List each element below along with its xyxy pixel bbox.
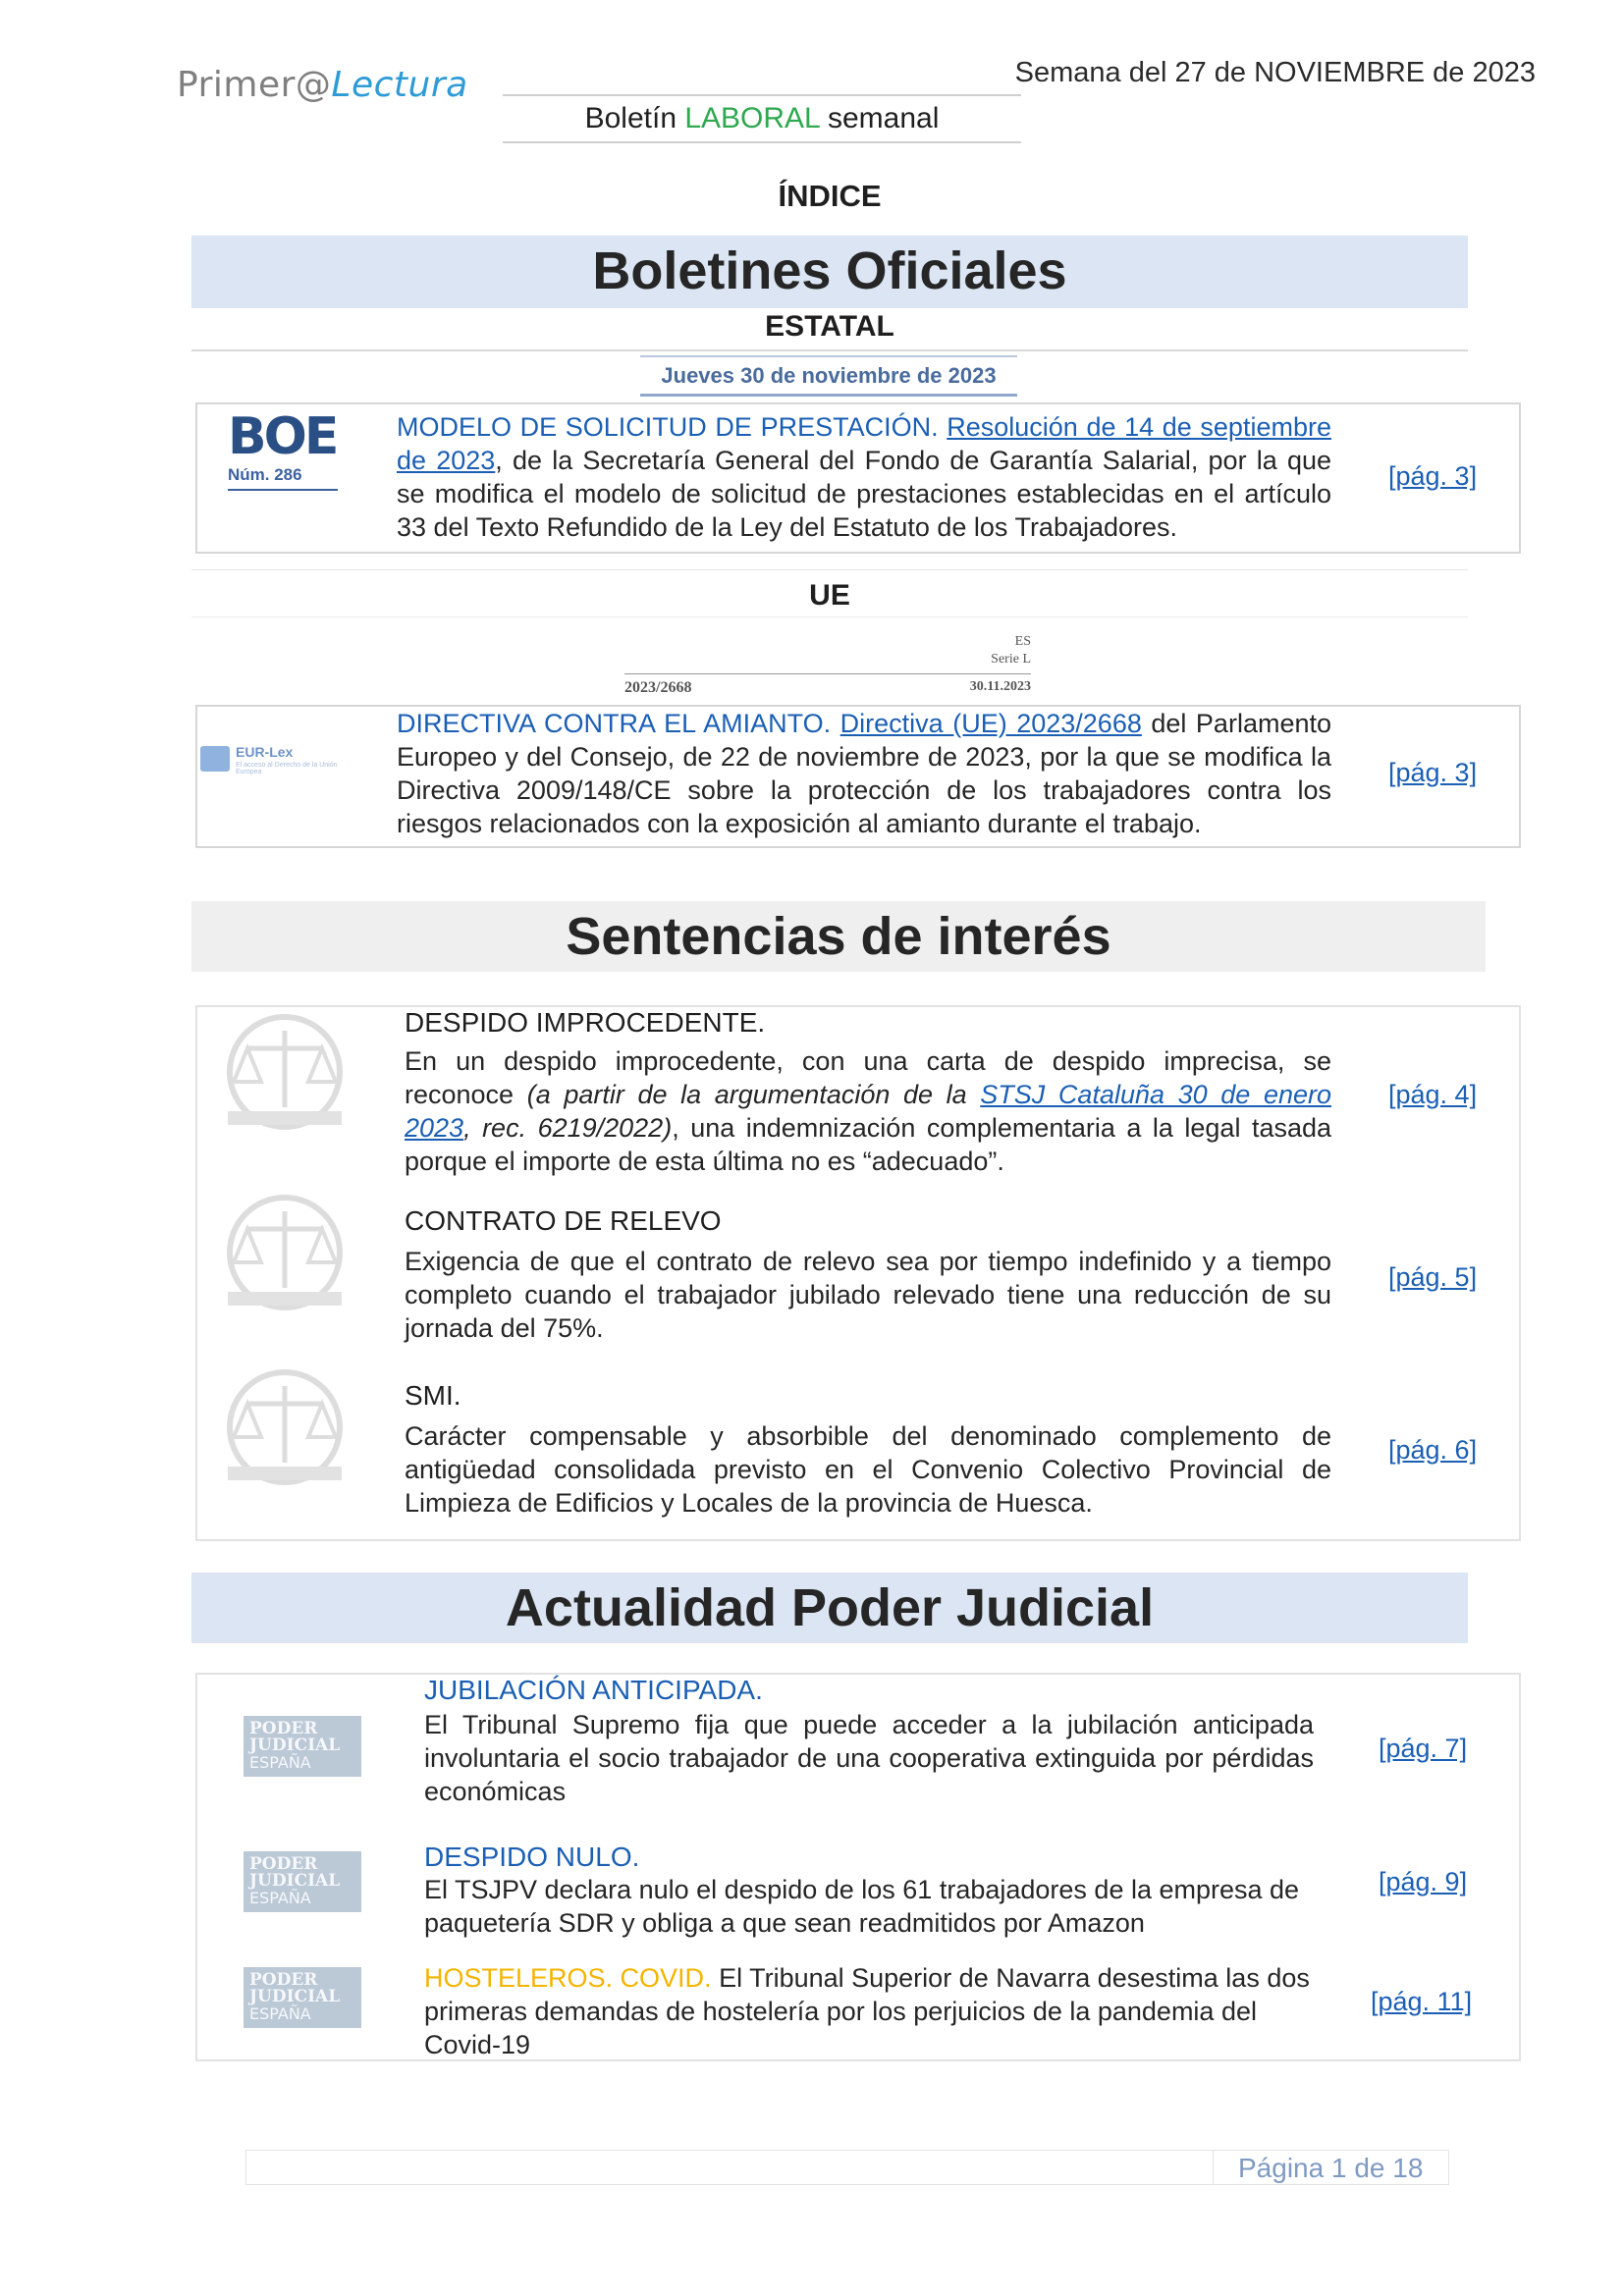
- bulletin-title-pre: Boletín: [584, 102, 685, 134]
- bulletin-title-accent: LABORAL: [684, 102, 820, 134]
- news-body: El Tribunal Superior de Navarra desestima las dos primeras demandas de hostelería por los perjuicios de la pandemia del Covid-19: [424, 1963, 1310, 2059]
- sentencia-text-b: , una indemnización complementaria a la legal tasada porque el importe de esta última no es “adecuado”.: [405, 1113, 1332, 1176]
- section-boletines-title: Boletines Oficiales: [191, 236, 1468, 308]
- boe-entry-heading: MODELO DE SOLICITUD DE PRESTACIÓN.: [397, 412, 939, 442]
- eurlex-subtitle: El acceso al Derecho de la Unión Europea: [236, 762, 338, 775]
- page-number: Página 1 de 18: [1238, 2153, 1424, 2183]
- eurlex-title: EUR-Lex: [236, 744, 294, 760]
- pj-line2: JUDICIAL: [249, 1987, 341, 2006]
- pj-line2: JUDICIAL: [249, 1735, 341, 1755]
- sentencia-italic-b: , rec. 6219/2022): [463, 1113, 673, 1143]
- boe-logo: [228, 407, 338, 491]
- scales-of-justice-icon: [218, 1368, 352, 1494]
- pj-line2: JUDICIAL: [249, 1871, 341, 1891]
- sentencia-italic-a: (a partir de la argumentación de la: [526, 1080, 981, 1109]
- brand-logo: [177, 65, 468, 105]
- boe-entry-link[interactable]: Resolución de 14 de septiembre de 2023: [397, 412, 1331, 475]
- sentencia-page-link[interactable]: [1388, 1435, 1477, 1466]
- oj-ref: 2023/2668: [624, 679, 692, 696]
- oj-date: 30.11.2023: [969, 679, 1031, 694]
- divider: [191, 569, 1468, 570]
- sentencia-heading: CONTRATO DE RELEVO: [405, 1205, 722, 1236]
- sentencia-text: Carácter compensable y absorbible del denominado complemento de antigüedad consolidada previsto en el Convenio Colectivo Provincial de Limpieza de Edificios y Locales de la provincia de Huesca.: [405, 1421, 1331, 1518]
- bulletin-title-post: semanal: [819, 102, 940, 134]
- boe-logo-mark: BOE: [228, 407, 337, 466]
- sentencia-page-link[interactable]: [1388, 1262, 1477, 1293]
- eu-entry-heading: DIRECTIVA CONTRA EL AMIANTO.: [397, 709, 832, 738]
- footer-separator: [1213, 2151, 1214, 2184]
- sentencia-link[interactable]: STSJ Cataluña 30 de enero 2023: [405, 1080, 1331, 1143]
- oj-line: [624, 673, 1031, 674]
- boe-entry-body: , de la Secretaría General del Fondo de Garantía Salarial, por la que se modifica el modelo de solicitud de prestaciones establecidas en el artículo 33 del Texto Refundido de la Ley del Estatuto de los Trabajadores.: [397, 446, 1331, 542]
- pj-line1: PODER: [249, 1719, 318, 1738]
- boe-entry-text: [397, 410, 1331, 544]
- sentencia-page[interactable]: [pág. 5]: [1388, 1262, 1478, 1292]
- eu-entry-page-link[interactable]: [1388, 758, 1477, 788]
- boe-entry-page-link[interactable]: [1388, 461, 1477, 492]
- footer: [245, 2150, 1449, 2185]
- ue-label: UE: [809, 579, 850, 612]
- oj-header: [624, 634, 1031, 699]
- eu-entry-page[interactable]: [pág. 3]: [1388, 758, 1478, 787]
- sentencia-page[interactable]: [pág. 6]: [1388, 1435, 1478, 1465]
- eurlex-logo: [200, 742, 350, 777]
- eu-flag-icon: [200, 746, 230, 772]
- boe-entry-page[interactable]: [pág. 3]: [1388, 461, 1478, 491]
- divider: [191, 349, 1468, 351]
- pj-line1: PODER: [249, 1854, 318, 1874]
- news-heading: JUBILACIÓN ANTICIPADA.: [424, 1675, 763, 1705]
- section-actualidad-title: Actualidad Poder Judicial: [191, 1573, 1468, 1643]
- scales-of-justice-icon: [218, 1194, 352, 1319]
- news-heading: DESPIDO NULO.: [424, 1842, 640, 1872]
- news-page[interactable]: [pág. 11]: [1371, 1987, 1473, 2016]
- news-page[interactable]: [pág. 9]: [1379, 1867, 1468, 1896]
- pj-line3: ESPAÑA: [249, 1753, 311, 1772]
- poder-judicial-logo: [244, 1716, 361, 1777]
- news-text: El Tribunal Supremo fija que puede acceder a la jubilación anticipada involuntaria el socio trabajador de una cooperativa extinguida por pérdidas económicas: [424, 1710, 1314, 1806]
- scales-of-justice-icon: [218, 1013, 352, 1139]
- estatal-label: ESTATAL: [765, 310, 894, 343]
- news-page-link[interactable]: [1379, 1734, 1467, 1764]
- pj-line3: ESPAÑA: [249, 2004, 311, 2023]
- news-page-link[interactable]: [1371, 1987, 1472, 2017]
- boe-number: Núm. 286: [228, 465, 338, 491]
- news-page[interactable]: [pág. 7]: [1379, 1734, 1468, 1763]
- index-title: ÍNDICE: [778, 179, 882, 213]
- week-label: Semana del 27 de NOVIEMBRE de 2023: [1014, 57, 1536, 88]
- eu-entry-text: [397, 707, 1331, 840]
- brand-logo-suffix: Lectura: [331, 65, 468, 105]
- brand-logo-prefix: Primer@: [177, 65, 332, 105]
- eu-entry-body: del Parlamento Europeo y del Consejo, de 22 de noviembre de 2023, por la que se modifica la Directiva 2009/148/CE sobre la protección de los trabajadores contra los riesgos relacionados con la exposición al amianto durante el trabajo.: [397, 709, 1331, 838]
- sentencia-text: Exigencia de que el contrato de relevo sea por tiempo indefinido y a tiempo completo cuando el trabajador jubilado relevado tiene una reducción de su jornada del 75%.: [405, 1247, 1331, 1343]
- sentencia-page-link[interactable]: [1388, 1080, 1477, 1110]
- pj-line3: ESPAÑA: [249, 1889, 311, 1907]
- bulletin-title: [503, 94, 1021, 143]
- poder-judicial-logo: [244, 1967, 361, 2028]
- sentencia-heading: DESPIDO IMPROCEDENTE.: [405, 1007, 766, 1038]
- oj-lang: ES: [1014, 634, 1031, 649]
- pj-line1: PODER: [249, 1970, 318, 1990]
- divider: [191, 616, 1468, 617]
- news-page-link[interactable]: [1379, 1867, 1467, 1897]
- sentencia-text-a: En un despido improcedente, con una carta de despido imprecisa, se reconoce: [405, 1046, 1331, 1109]
- poder-judicial-logo: [244, 1851, 361, 1912]
- oj-serie: Serie L: [991, 652, 1031, 667]
- news-text: El TSJPV declara nulo el despido de los 61 trabajadores de la empresa de paquetería SDR y obliga a que sean readmitidos por Amazon: [424, 1875, 1300, 1938]
- date-label: Jueves 30 de noviembre de 2023: [640, 355, 1017, 397]
- sentencia-text: [405, 1044, 1331, 1178]
- sentencia-page[interactable]: [pág. 4]: [1388, 1080, 1478, 1109]
- eu-entry-link[interactable]: Directiva (UE) 2023/2668: [839, 709, 1142, 738]
- news-heading: HOSTELEROS. COVID.: [424, 1963, 712, 1993]
- sentencia-heading: SMI.: [405, 1380, 461, 1411]
- news-text: [424, 1961, 1314, 2061]
- section-sentencias-title: Sentencias de interés: [191, 901, 1486, 972]
